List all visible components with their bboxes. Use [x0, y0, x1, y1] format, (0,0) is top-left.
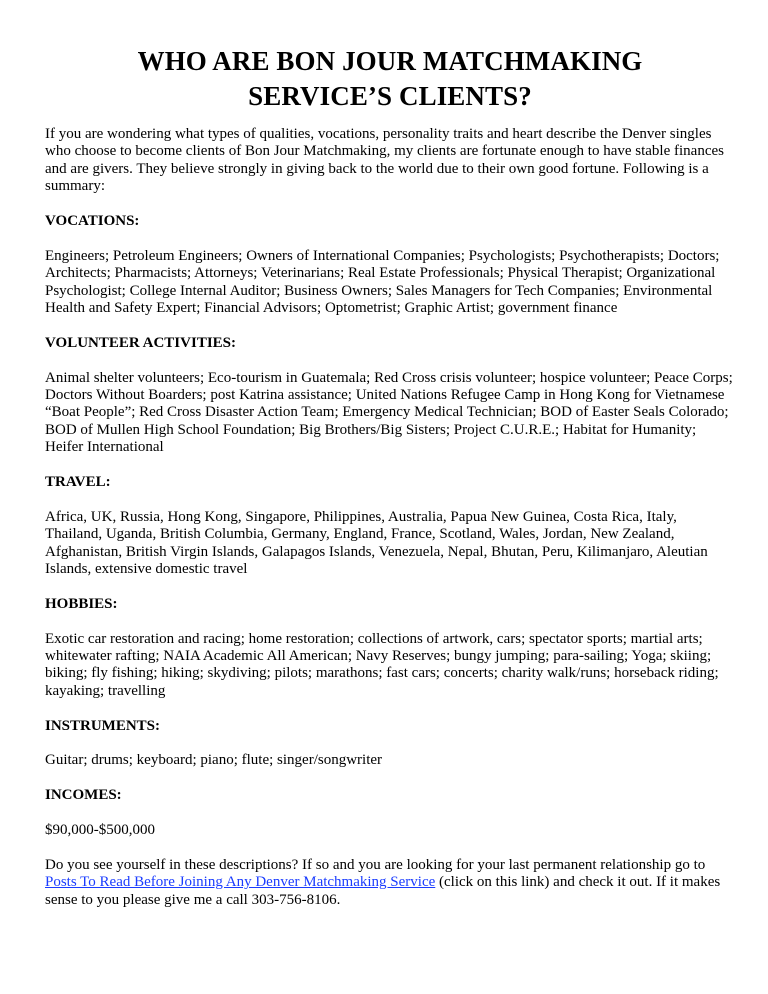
- section-incomes: [45, 787, 735, 839]
- section-body-hobbies: Exotic car restoration and racing; home restoration; collections of artwork, cars; spectator sports; martial arts; whitewater rafting; NAIA Academic All American; Navy Reserves; bungy jumping; para-sailing; Yoga; skiing; biking; fly fishing; hiking; skydiving; pilots; marathons; fast cars; concerts; charity walk/runs; horseback riding; kayaking; travelling: [45, 630, 719, 699]
- section-vocations: [45, 213, 735, 317]
- section-body-travel: Africa, UK, Russia, Hong Kong, Singapore, Philippines, Australia, Papua New Guinea, Costa Rica, Italy, Thailand, Uganda, British Columbia, Germany, England, France, Scotland, Wales, Jordan, New Zealand, Afghanistan, British Virgin Islands, Galapagos Islands, Venezuela, Nepal, Bhutan, Peru, Kilimanjaro, Aleutian Islands, extensive domestic travel: [45, 508, 708, 578]
- section-heading-instruments: INSTRUMENTS:: [45, 717, 161, 734]
- section-heading-incomes: INCOMES:: [45, 787, 122, 804]
- posts-to-read-link[interactable]: Posts To Read Before Joining Any Denver Matchmaking Service: [45, 874, 436, 891]
- document-page: [45, 44, 735, 909]
- section-heading-travel: TRAVEL:: [45, 474, 111, 491]
- page-title: [45, 44, 735, 114]
- page-title-line-1: WHO ARE BON JOUR MATCHMAKING: [137, 46, 643, 76]
- section-heading-hobbies: HOBBIES:: [45, 595, 118, 612]
- page-title-line-2: SERVICE’S CLIENTS?: [248, 81, 532, 111]
- section-body-volunteer-activities: Animal shelter volunteers; Eco-tourism in Guatemala; Red Cross crisis volunteer; hospice volunteer; Peace Corps; Doctors Without Boarders; post Katrina assistance; United Nations Refugee Camp in Hong Kong for Vietnamese “Boat People”; Red Cross Disaster Action Team; Emergency Medical Technician; BOD of Easter Seals Colorado; BOD of Mullen High School Foundation; Big Brothers/Big Sisters; Project C.U.R.E.; Habitat for Humanity; Heifer International: [45, 369, 733, 456]
- section-heading-volunteer-activities: VOLUNTEER ACTIVITIES:: [45, 334, 237, 351]
- section-body-vocations: Engineers; Petroleum Engineers; Owners of International Companies; Psychologists; Psychotherapists; Doctors; Architects; Pharmacists; Attorneys; Veterinarians; Real Estate Professionals; Physical Therapist; Organizational Psychologist; College Internal Auditor; Business Owners; Sales Managers for Tech Companies; Environmental Health and Safety Expert; Financial Advisors; Optometrist; Graphic Artist; government finance: [45, 247, 720, 317]
- intro-paragraph: If you are wondering what types of qualities, vocations, personality traits and heart describe the Denver singles who choose to become clients of Bon Jour Matchmaking, my clients are fortunate enough to have stable finances and are givers. They believe strongly in giving back to the world due to their own good fortune. Following is a summary:: [45, 126, 724, 195]
- closing-text-before-link: Do you see yourself in these descriptions? If so and you are looking for your last permanent relationship go to: [45, 856, 706, 873]
- section-travel: [45, 474, 735, 578]
- section-instruments: [45, 718, 735, 770]
- section-body-incomes: $90,000-$500,000: [45, 822, 155, 839]
- section-hobbies: [45, 596, 735, 700]
- section-heading-vocations: VOCATIONS:: [45, 213, 140, 230]
- closing-text-after-link: (click on this link) and check it out. If it makes sense to you please give me a call 303-756-8106.: [45, 874, 721, 908]
- section-volunteer-activities: [45, 335, 735, 457]
- closing-paragraph: [45, 857, 735, 909]
- section-body-instruments: Guitar; drums; keyboard; piano; flute; singer/songwriter: [45, 752, 383, 769]
